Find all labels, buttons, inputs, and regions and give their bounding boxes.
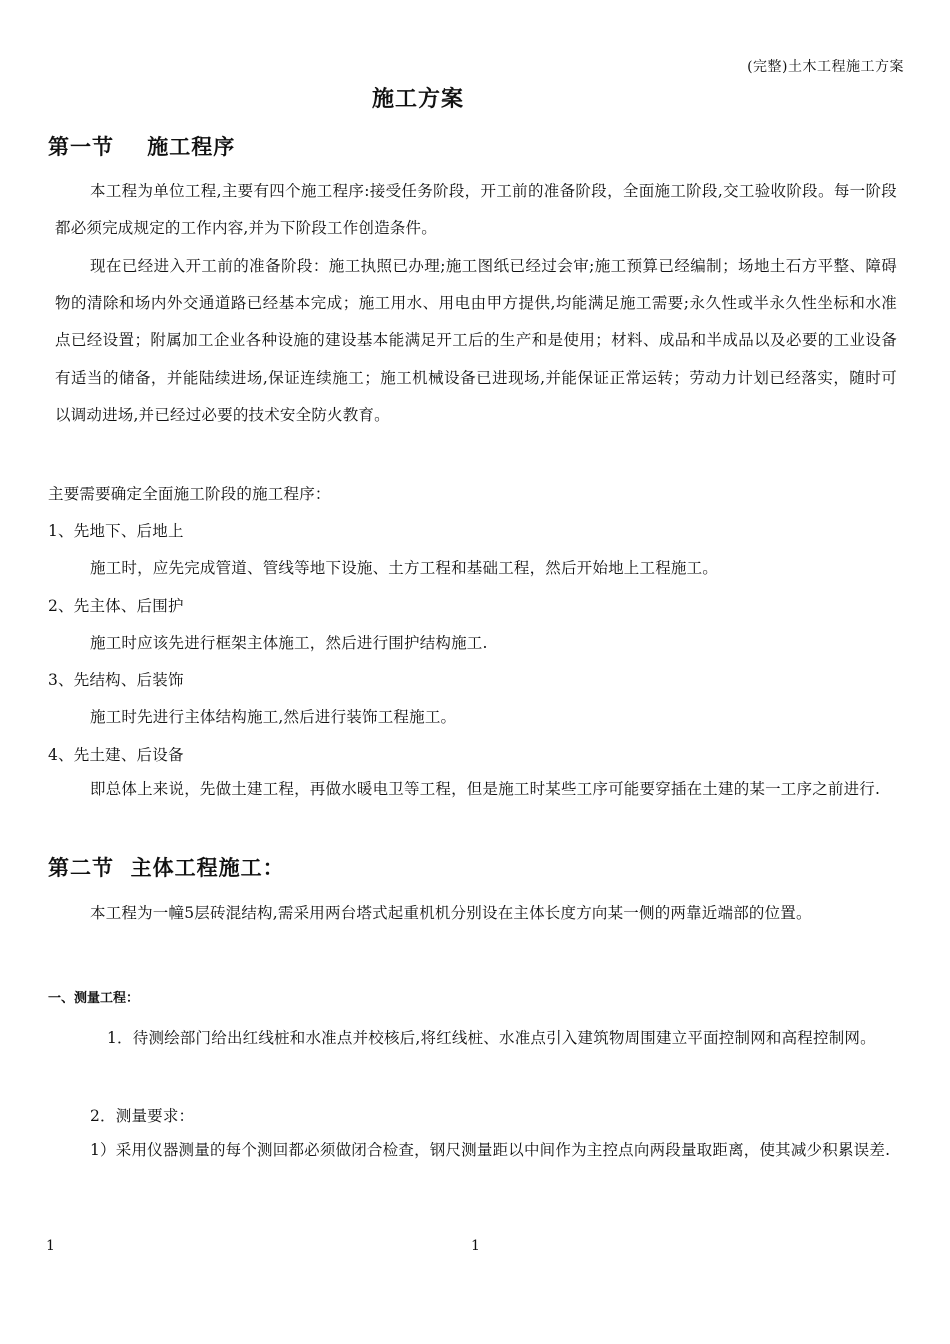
document-title: 施工方案 [371,87,464,112]
section-2-heading: 第二节 主体工程施工： [48,856,285,880]
item-2-title: 2、先主体、后围护 [48,597,184,615]
footer-left-page-number: 1 [46,1238,55,1254]
item-1-title: 1、先地下、后地上 [48,522,184,540]
subsection-survey-heading: 一、测量工程： [48,991,140,1006]
document-header-label: (完整)土木工程施工方案 [747,59,904,75]
item-4-text: 即总体上来说，先做土建工程，再做水暖电卫等工程，但是施工时某些工序可能要穿插在土建的某一工序之前进行. [90,780,881,798]
item-3-title: 3、先结构、后装饰 [48,671,184,689]
survey-step-2-1: 1）采用仪器测量的每个测回都必须做闭合检查，钢尺测量距以中间作为主控点向两段量取距离，使其减少积累误差. [90,1141,891,1159]
survey-step-2: 2．测量要求： [90,1107,195,1125]
section-1-intro: 主要需要确定全面施工阶段的施工程序： [48,485,331,503]
item-1-text: 施工时，应先完成管道、管线等地下设施、土方工程和基础工程，然后开始地上工程施工。 [90,559,719,577]
item-2-text: 施工时应该先进行框架主体施工，然后进行围护结构施工. [90,634,488,652]
section-1-paragraph-1: 本工程为单位工程,主要有四个施工程序:接受任务阶段，开工前的准备阶段，全面施工阶段,交工验收阶段。每一阶段都必须完成规定的工作内容,并为下阶段工作创造条件。 [55,182,897,238]
item-3-text: 施工时先进行主体结构施工,然后进行装饰工程施工。 [90,708,457,726]
footer-center-page-number: 1 [471,1238,480,1254]
item-4-title: 4、先土建、后设备 [48,746,184,764]
section-2-paragraph-1: 本工程为一幢5层砖混结构,需采用两台塔式起重机机分别设在主体长度方向某一侧的两靠近端部的位置。 [90,904,812,922]
survey-step-1: 1．待测绘部门给出红线桩和水准点并校核后,将红线桩、水准点引入建筑物周围建立平面控制网和高程控制网。 [107,1029,876,1047]
section-1-heading: 第一节 施工程序 [48,135,236,159]
section-1-paragraph-2: 现在已经进入开工前的准备阶段：施工执照已办理;施工图纸已经过会审;施工预算已经编制；场地土石方平整、障碍物的清除和场内外交通道路已经基本完成；施工用水、用电由甲方提供,均能满足施工需要;永久性或半永久性坐标和水准点已经设置；附属加工企业各种设施的建设基本能满足开工后的生产和是使用；材料、成品和半成品以及必要的工业设备有适当的储备，并能陆续进场,保证连续施工；施工机械设备已进现场,并能保证正常运转；劳动力计划已经落实，随时可以调动进场,并已经过必要的技术安全防火教育。 [55,257,897,424]
